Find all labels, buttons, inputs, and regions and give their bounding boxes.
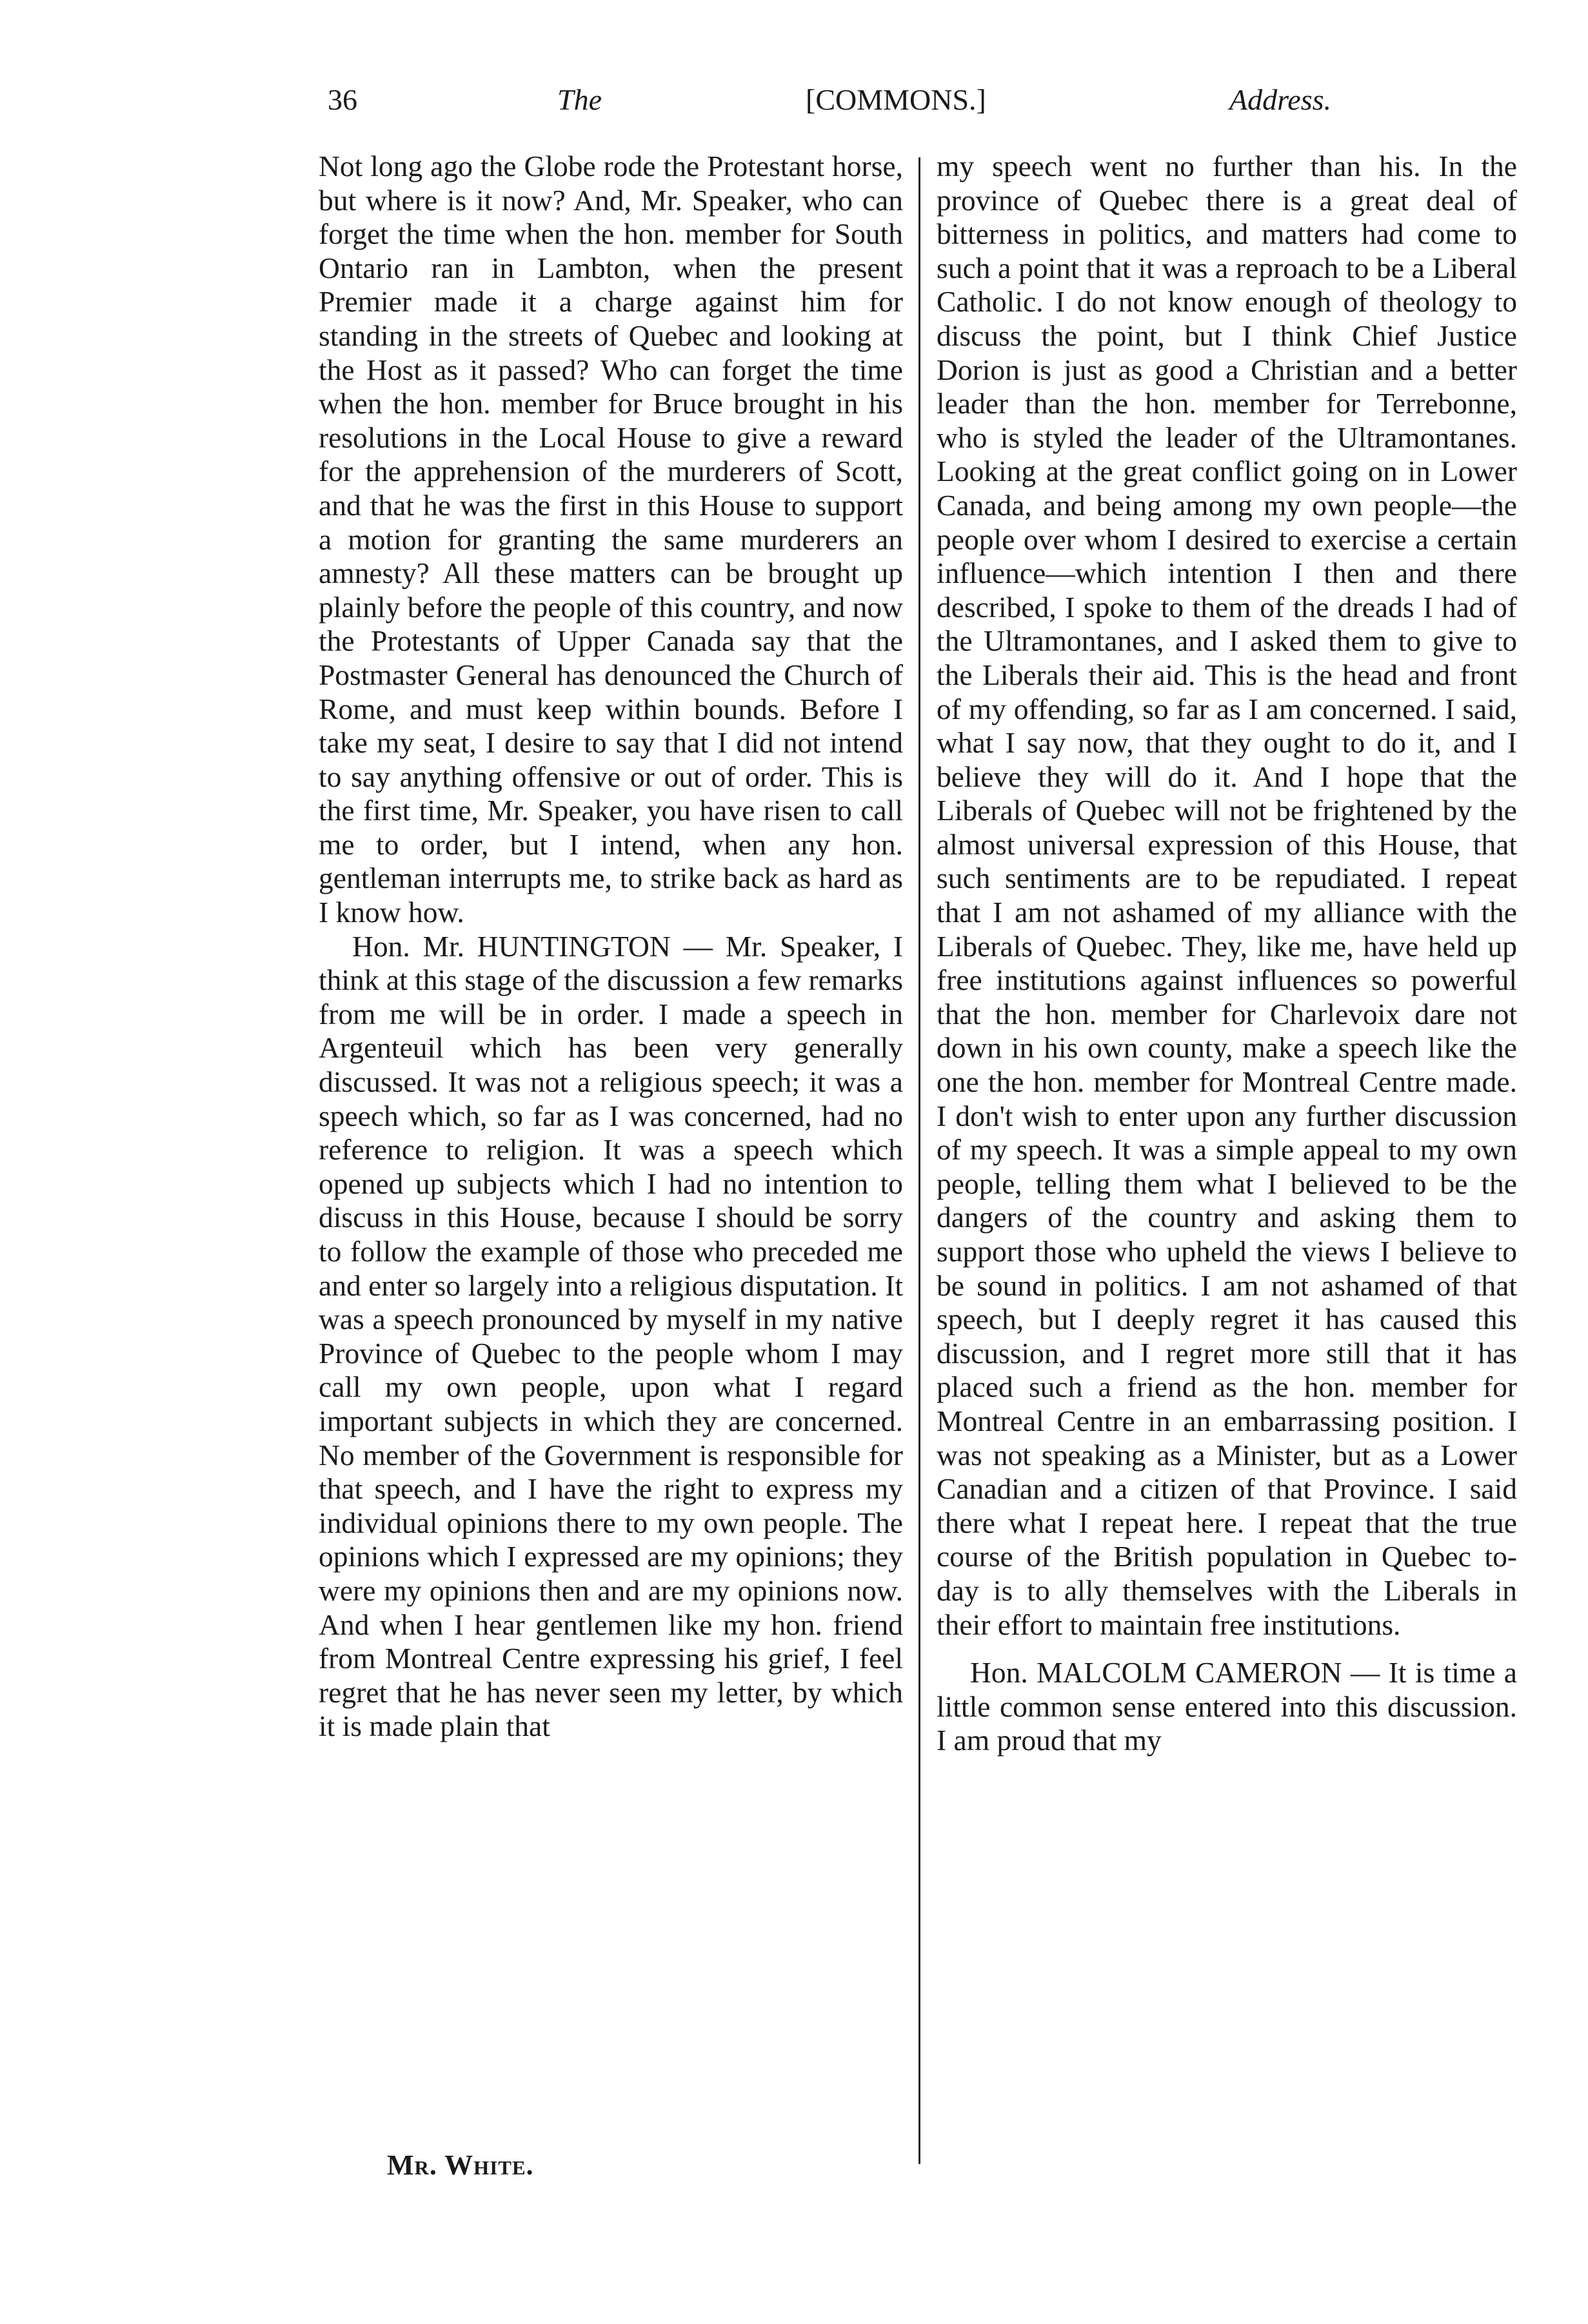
footer-speaker-tag: Mr. White. <box>387 2149 534 2181</box>
page-number: 36 <box>328 83 357 116</box>
paragraph: Hon. MALCOLM CAMERON — It is time a little common sense entered into this discussion. I am proud that my <box>937 1656 1517 1757</box>
left-column <box>319 150 903 1744</box>
right-column <box>937 150 1517 1758</box>
paragraph: my speech went no further than his. In the province of Quebec there is a great deal of bitterness in politics, and matters had come to such a point that it was a reproach to be a Liberal Catholic. I do not know enough of theology to discuss the point, but I think Chief Justice Dorion is just as good a Christian and a better leader than the hon. member for Terrebonne, who is styled the leader of the Ultramontanes. Looking at the great conflict going on in Lower Canada, and being among my own people—the people over whom I desired to exercise a certain influence—which intention I then and there described, I spoke to them of the dreads I had of the Ultramontanes, and I asked them to give to the Liberals their aid. This is the head and front of my offending, so far as I am concerned. I said, what I say now, that they ought to do it, and I believe they will do it. And I hope that the Liberals of Quebec will not be frightened by the almost universal expression of this House, that such sentiments are to be repudiated. I repeat that I am not ashamed of my alliance with the Liberals of Quebec. They, like me, have held up free institutions against influences so powerful that the hon. member for Charlevoix dare not down in his own county, make a speech like the one the hon. member for Montreal Centre made. I don't wish to enter upon any further discussion of my speech. It was a simple appeal to my own people, telling them what I believed to be the dangers of the country and asking them to support those who upheld the views I believe to be sound in politics. I am not ashamed of that speech, but I deeply regret it has caused this discussion, and I regret more still that it has placed such a friend as the hon. member for Montreal Centre in an embarrassing position. I was not speaking as a Minister, but as a Lower Canadian and a citizen of that Province. I said there what I repeat here. I repeat that the true course of the British population in Quebec to-day is to ally themselves with the Liberals in their effort to maintain free institutions. <box>937 150 1517 1641</box>
paragraph: Not long ago the Globe rode the Protestant horse, but where is it now? And, Mr. Speaker, who can forget the time when the hon. member for South Ontario ran in Lambton, when the present Premier made it a charge against him for standing in the streets of Quebec and looking at the Host as it passed? Who can forget the time when the hon. member for Bruce brought in his resolutions in the Local House to give a reward for the apprehension of the murderers of Scott, and that he was the first in this House to support a motion for granting the same murderers an amnesty? All these matters can be brought up plainly before the people of this country, and now the Protestants of Upper Canada say that the Postmaster General has denounced the Church of Rome, and must keep within bounds. Before I take my seat, I desire to say that I did not intend to say anything offensive or out of order. This is the first time, Mr. Speaker, you have risen to call me to order, but I intend, when any hon. gentleman interrupts me, to strike back as hard as I know how. <box>319 150 903 929</box>
running-header <box>319 83 1331 134</box>
paragraph: Hon. Mr. HUNTINGTON — Mr. Speaker, I think at this stage of the discussion a few remarks from me will be in order. I made a speech in Argenteuil which has been very generally discussed. It was not a religious speech; it was a speech which, so far as I was concerned, had no reference to religion. It was a speech which opened up subjects which I had no intention to discuss in this House, because I should be sorry to follow the example of those who preceded me and enter so largely into a religious disputation. It was a speech pronounced by myself in my native Province of Quebec to the people whom I may call my own people, upon what I regard important subjects in which they are concerned. No member of the Government is responsible for that speech, and I have the right to express my individual opinions there to my own people. The opinions which I expressed are my opinions; they were my opinions then and are my opinions now. And when I hear gentlemen like my hon. friend from Montreal Centre expressing his grief, I feel regret that he has never seen my letter, by which it is made plain that <box>319 929 904 1743</box>
header-subject: Address. <box>1229 83 1331 116</box>
header-title: The <box>557 83 602 116</box>
header-house: [COMMONS.] <box>806 83 986 116</box>
column-divider <box>918 157 920 2164</box>
